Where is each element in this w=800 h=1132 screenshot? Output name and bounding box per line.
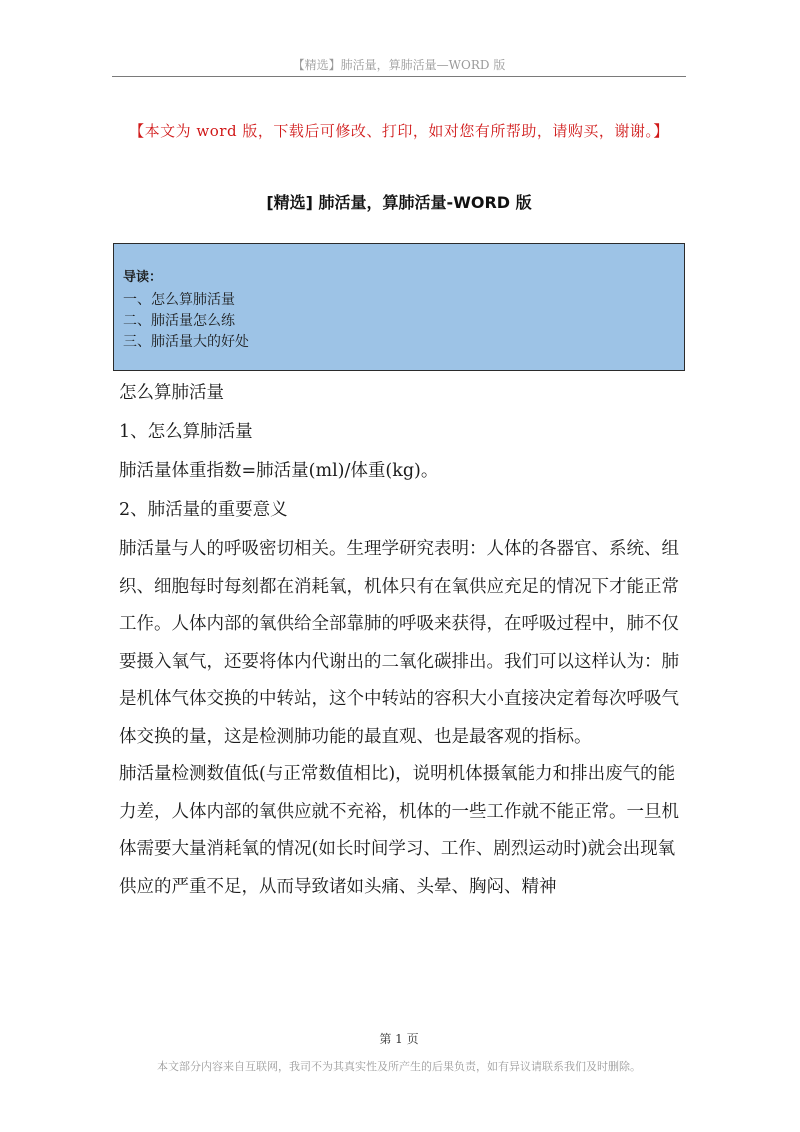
document-title: [精选] 肺活量，算肺活量-WORD 版 — [266, 193, 532, 212]
subheading-1: 1、怎么算肺活量 — [119, 422, 253, 442]
guide-box — [113, 243, 685, 371]
download-notice: 【本文为 word 版，下载后可修改、打印，如对您有所帮助，请购买，谢谢。】 — [129, 122, 669, 140]
document-body — [119, 375, 687, 906]
formula-text: 肺活量体重指数=肺活量(ml)/体重(kg)。 — [119, 461, 439, 481]
header-divider — [112, 76, 686, 77]
guide-item-3: 三、肺活量大的好处 — [123, 334, 249, 350]
guide-item-2: 二、肺活量怎么练 — [123, 313, 235, 329]
guide-item-1: 一、怎么算肺活量 — [123, 292, 235, 308]
footer-disclaimer: 本文部分内容来自互联网，我司不为其真实性及所产生的后果负责，如有异议请联系我们及时删除。 — [157, 1060, 641, 1073]
section-title: 怎么算肺活量 — [119, 383, 224, 403]
page-number: 第 1 页 — [379, 1032, 419, 1046]
guide-label: 导读： — [123, 270, 163, 285]
page-header: 【精选】肺活量，算肺活量—WORD 版 — [292, 58, 506, 72]
paragraph-1: 肺活量与人的呼吸密切相关。生理学研究表明：人体的各器官、系统、组织、细胞每时每刻都在消耗氧，机体只有在氧供应充足的情况下才能正常工作。人体内部的氧供给全部靠肺的呼吸来获得，在呼吸过程中，肺不仅要摄入氧气，还要将体内代谢出的二氧化碳排出。我们可以这样认为：肺是机体气体交换的中转站，这个中转站的容积大小直接决定着每次呼吸气体交换的量，这是检测肺功能的最直观、也是最客观的指标。 — [119, 539, 679, 747]
paragraph-2: 肺活量检测数值低(与正常数值相比)，说明机体摄氧能力和排出废气的能力差，人体内部的氧供应就不充裕，机体的一些工作就不能正常。一旦机体需要大量消耗氧的情况(如长时间学习、工作、剧烈运动时)就会出现氧供应的严重不足，从而导致诸如头痛、头晕、胸闷、精神 — [119, 764, 679, 897]
subheading-2: 2、肺活量的重要意义 — [119, 500, 288, 520]
